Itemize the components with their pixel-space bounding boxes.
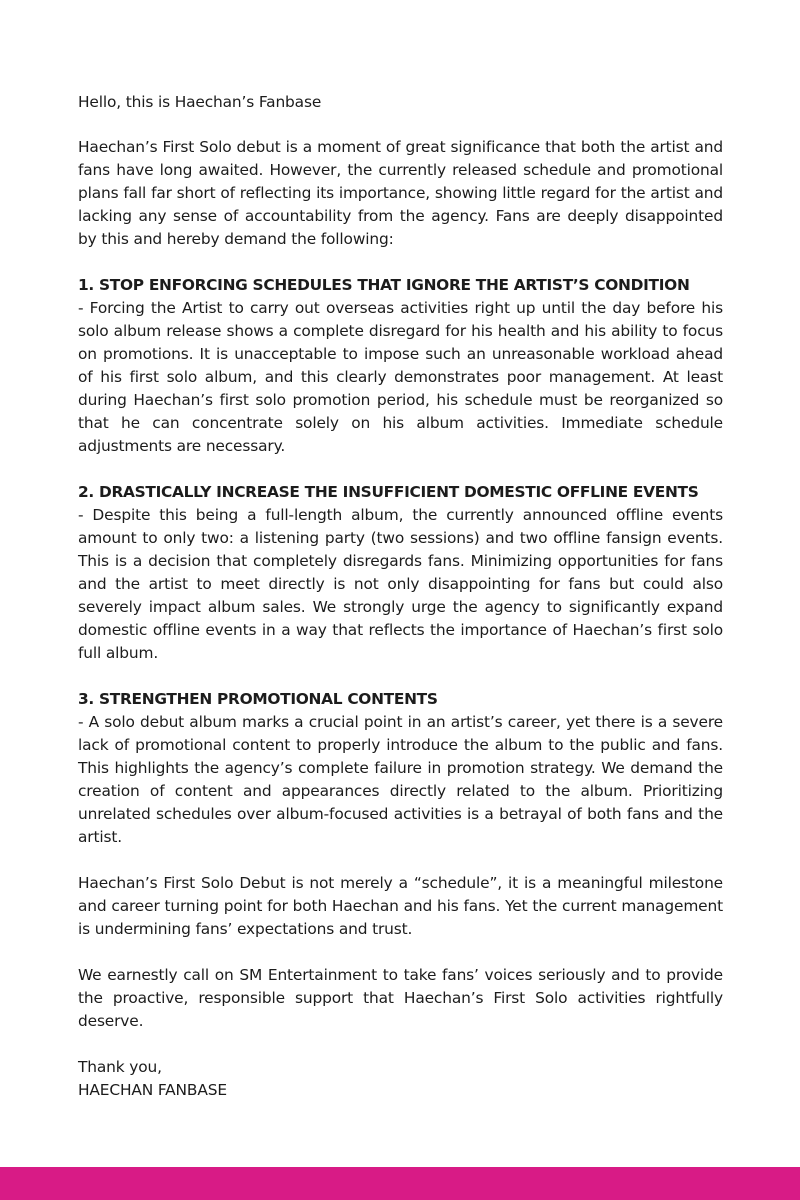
- signoff-block: [78, 1056, 723, 1102]
- demand-body-1: - Forcing the Artist to carry out overseas activities right up until the day before his solo album release shows a complete disregard for his health and his ability to focus on promotions. It is unacceptable to impose such an unreasonable workload ahead of his first solo album, and this clearly demonstrates poor management. At least during Haechan’s first solo promotion period, his schedule must be reorganized so that he can concentrate solely on his album activities. Immediate schedule adjustments are necessary.: [78, 299, 723, 455]
- closing-paragraph-2: We earnestly call on SM Entertainment to take fans’ voices seriously and to provide the proactive, responsible support that Haechan’s First Solo activities rightfully deserve.: [78, 966, 723, 1030]
- demand-body-3: - A solo debut album marks a crucial point in an artist’s career, yet there is a severe lack of promotional content to properly introduce the album to the public and fans. This highlights the agency’s complete failure in promotion strategy. We demand the creation of content and appearances directly related to the album. Prioritizing unrelated schedules over album-focused activities is a betrayal of both fans and the artist.: [78, 713, 723, 846]
- signature: HAECHAN FANBASE: [78, 1081, 227, 1099]
- demand-section-1: [78, 274, 723, 458]
- closing-paragraph-1: Haechan’s First Solo Debut is not merely a “schedule”, it is a meaningful milestone and career turning point for both Haechan and his fans. Yet the current management is undermining fans’ expectations and trust.: [78, 874, 723, 938]
- footer-bar: [0, 1167, 800, 1200]
- demand-section-2: [78, 481, 723, 665]
- signoff: Thank you,: [78, 1058, 162, 1076]
- demand-heading-2: 2. DRASTICALLY INCREASE THE INSUFFICIENT DOMESTIC OFFLINE EVENTS: [78, 483, 699, 501]
- demand-section-3: [78, 688, 723, 849]
- intro-paragraph: Haechan’s First Solo debut is a moment of great significance that both the artist and fans have long awaited. However, the currently released schedule and promotional plans fall far short of reflecting its importance, showing little regard for the artist and lacking any sense of accountability from the agency. Fans are deeply disappointed by this and hereby demand the following:: [78, 138, 723, 248]
- demand-heading-1: 1. STOP ENFORCING SCHEDULES THAT IGNORE THE ARTIST’S CONDITION: [78, 276, 690, 294]
- greeting: Hello, this is Haechan’s Fanbase: [78, 93, 322, 111]
- demand-body-2: - Despite this being a full-length album, the currently announced offline events amount to only two: a listening party (two sessions) and two offline fansign events. This is a decision that completely disregards fans. Minimizing opportunities for fans and the artist to meet directly is not only disappointing for fans but could also severely impact album sales. We strongly urge the agency to significantly expand domestic offline events in a way that reflects the importance of Haechan’s first solo full album.: [78, 506, 723, 662]
- demand-heading-3: 3. STRENGTHEN PROMOTIONAL CONTENTS: [78, 690, 438, 708]
- letter-document: [78, 91, 723, 1102]
